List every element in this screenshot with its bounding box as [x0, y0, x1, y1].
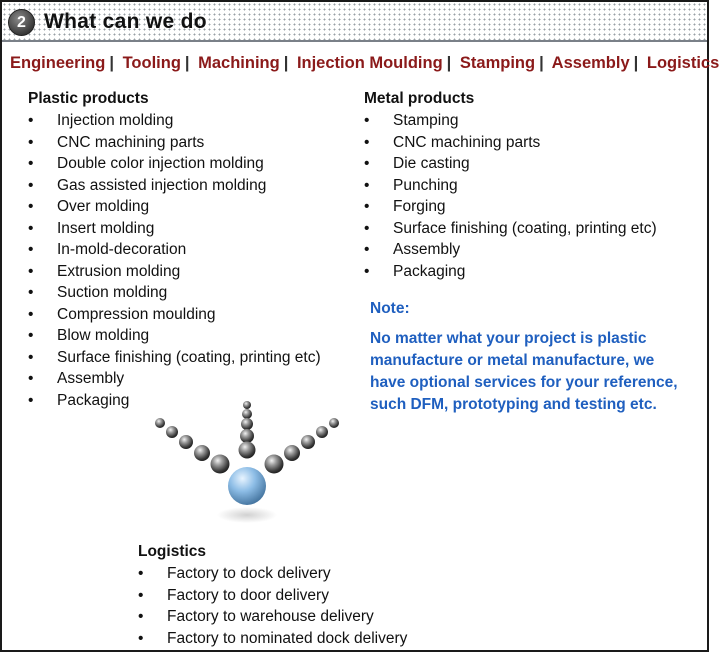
list-item: • Suction molding	[28, 282, 321, 304]
services-line	[10, 54, 719, 73]
sphere	[166, 426, 178, 438]
service-assembly: Assembly	[551, 54, 630, 72]
list-item: • Factory to door delivery	[138, 585, 407, 607]
sphere	[179, 435, 193, 449]
list-item: • Gas assisted injection molding	[28, 175, 321, 197]
list-item: • Stamping	[364, 110, 657, 132]
list-item: • Extrusion molding	[28, 261, 321, 283]
list-item: • Packaging	[28, 390, 321, 412]
header-bar	[2, 2, 707, 40]
plastic-products-heading: Plastic products	[28, 90, 149, 107]
section-number-badge: 2	[8, 9, 35, 36]
logistics-list	[138, 563, 407, 649]
separator: |	[184, 54, 190, 72]
list-item: • Insert molding	[28, 218, 321, 240]
metal-products-section	[364, 90, 657, 282]
center-blue-sphere	[228, 467, 266, 505]
page-title: What can we do	[44, 10, 207, 33]
list-item: • Packaging	[364, 261, 657, 283]
list-item: • Assembly	[364, 239, 657, 261]
metal-products-list	[364, 110, 657, 282]
separator: |	[633, 54, 639, 72]
list-item: • Compression moulding	[28, 304, 321, 326]
logistics-section	[138, 543, 407, 649]
list-item: • CNC machining parts	[28, 132, 321, 154]
sphere	[329, 418, 339, 428]
service-stamping: Stamping	[459, 54, 536, 72]
sphere	[265, 455, 284, 474]
sphere	[243, 401, 251, 409]
sphere	[240, 429, 254, 443]
logistics-heading: Logistics	[138, 543, 207, 560]
note-label: Note:	[370, 300, 410, 317]
list-item: • Factory to warehouse delivery	[138, 606, 407, 628]
service-machining: Machining	[198, 54, 280, 72]
service-logistics: Logistics	[646, 54, 719, 72]
separator: |	[539, 54, 544, 72]
list-item: • Surface finishing (coating, printing etc)	[364, 218, 657, 240]
list-item: • CNC machining parts	[364, 132, 657, 154]
service-tooling: Tooling	[122, 54, 181, 72]
list-item: • Double color injection molding	[28, 153, 321, 175]
note-block	[370, 298, 690, 416]
list-item: • In-mold-decoration	[28, 239, 321, 261]
sphere	[284, 445, 300, 461]
list-item: • Punching	[364, 175, 657, 197]
separator: |	[109, 54, 114, 72]
metal-products-heading: Metal products	[364, 90, 475, 107]
sphere	[211, 455, 230, 474]
sphere	[239, 442, 256, 459]
spheres-arrow-illustration	[152, 397, 342, 527]
separator: |	[446, 54, 452, 72]
list-item: • Blow molding	[28, 325, 321, 347]
list-item: • Factory to nominated dock delivery	[138, 628, 407, 650]
list-item: • Assembly	[28, 368, 321, 390]
list-item: • Injection molding	[28, 110, 321, 132]
plastic-products-section	[28, 90, 321, 411]
service-injection-moulding: Injection Moulding	[296, 54, 443, 72]
sphere	[155, 418, 165, 428]
service-engineering: Engineering	[10, 54, 106, 72]
list-item: • Forging	[364, 196, 657, 218]
note-text: No matter what your project is plastic manufacture or metal manufacture, we have optional services for your reference, such DFM, prototyping and testing etc.	[370, 330, 678, 413]
list-item: • Die casting	[364, 153, 657, 175]
sphere	[316, 426, 328, 438]
center-shadow	[217, 507, 277, 523]
sphere	[242, 409, 252, 419]
list-item: • Factory to dock delivery	[138, 563, 407, 585]
sphere	[194, 445, 210, 461]
sphere	[241, 418, 253, 430]
list-item: • Surface finishing (coating, printing etc)	[28, 347, 321, 369]
list-item: • Over molding	[28, 196, 321, 218]
plastic-products-list	[28, 110, 321, 411]
separator: |	[283, 54, 289, 72]
sphere	[301, 435, 315, 449]
header-divider	[2, 40, 707, 42]
